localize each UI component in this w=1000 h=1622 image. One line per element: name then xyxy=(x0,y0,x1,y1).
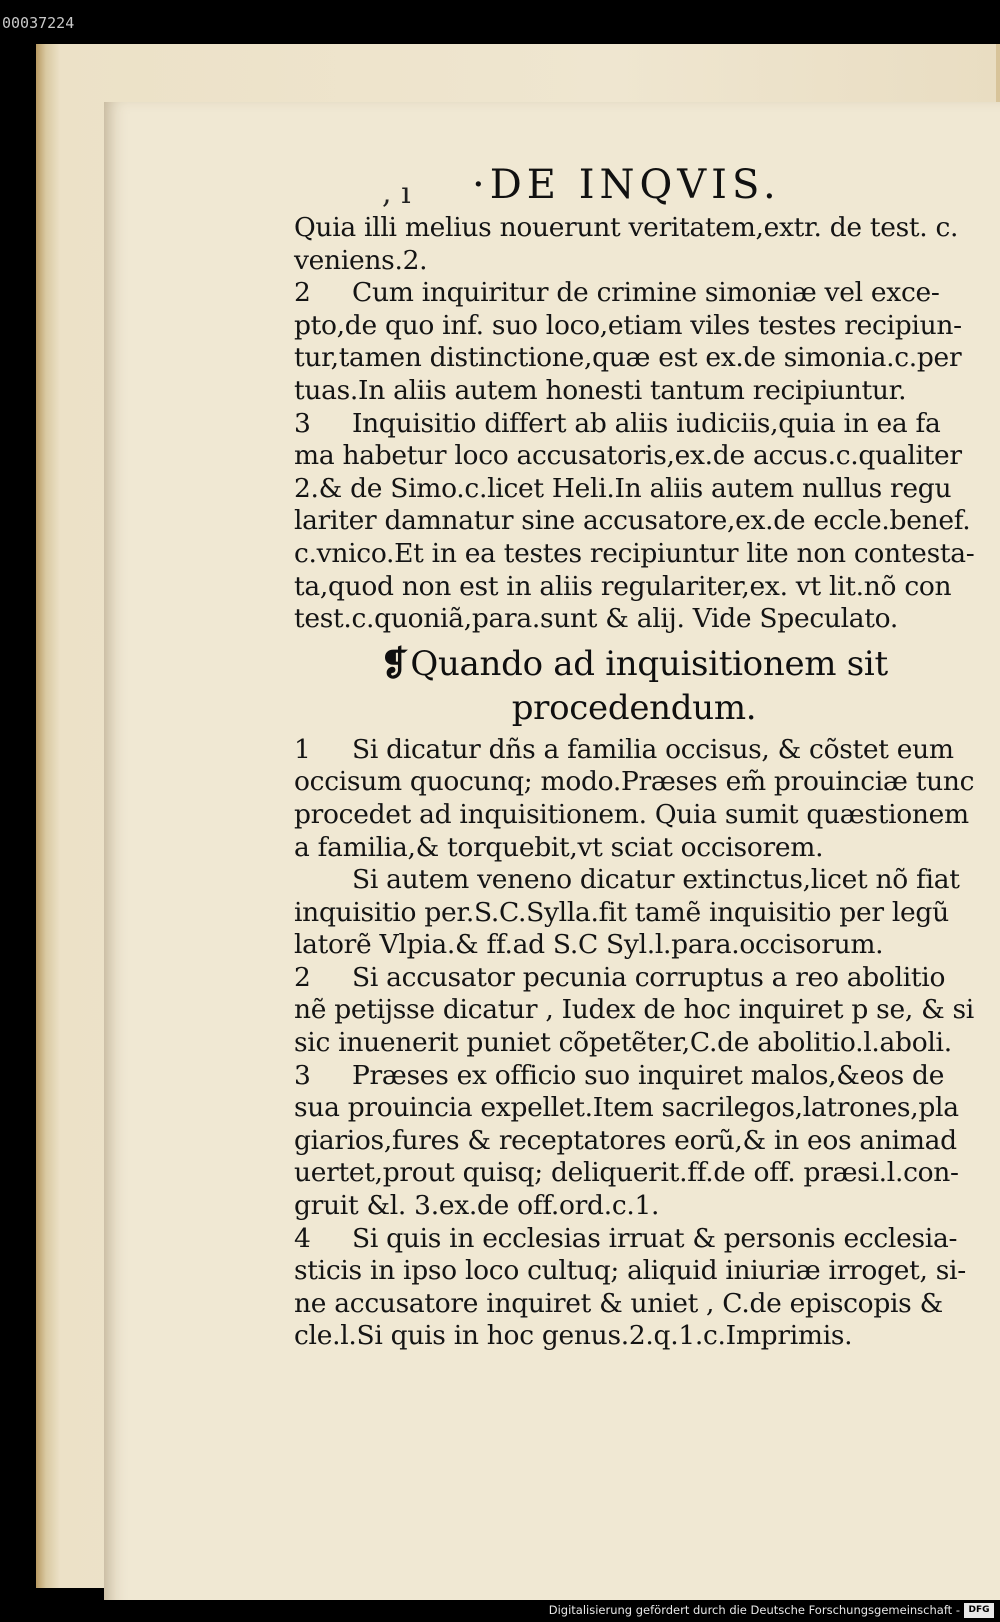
line-text: nẽ petijsse dicatur , Iudex de hoc inquiret p se, & si xyxy=(294,994,974,1026)
text-line xyxy=(294,375,974,408)
text-line xyxy=(294,1092,974,1125)
line-text: pto,de quo inf. suo loco,etiam viles testes recipiun- xyxy=(294,309,962,341)
scan-id-label: 00037224 xyxy=(2,14,75,32)
text-line xyxy=(294,505,974,538)
paragraph xyxy=(294,212,974,277)
heading-line xyxy=(294,642,974,686)
line-text: uertet,prout quisq; deliquerit.ff.de off. præsi.l.con- xyxy=(294,1157,959,1189)
line-text: inquisitio per.S.C.Sylla.fit tamẽ inquisitio per legũ xyxy=(294,896,949,928)
text-line xyxy=(294,1288,974,1321)
heading-line-text: Quando ad inquisitionem sit xyxy=(410,643,888,684)
paragraph xyxy=(294,864,974,962)
line-text: occisum quocunq; modo.Præses em̃ prouinciæ tunc xyxy=(294,766,975,798)
text-line xyxy=(294,440,974,473)
paragraph xyxy=(294,408,974,636)
text-line xyxy=(294,1190,974,1223)
line-text: lariter damnatur sine accusatore,ex.de eccle.benef. xyxy=(294,505,971,537)
text-line xyxy=(294,1255,974,1288)
folio-number: , ı xyxy=(382,176,411,211)
line-text: procedet ad inquisitionem. Quia sumit quæstionem xyxy=(294,798,969,830)
text-line xyxy=(294,538,974,571)
body-text xyxy=(294,212,974,1353)
book-spread xyxy=(36,44,1000,1588)
line-text: ta,quod non est in aliis regulariter,ex. vt lit.nõ con xyxy=(294,570,952,602)
line-text: Inquisitio differt ab aliis iudiciis,quia in ea fa xyxy=(352,407,941,439)
text-line xyxy=(294,766,974,799)
footer-credit: Digitalisierung gefördert durch die Deutsche Forschungsgemeinschaft - xyxy=(548,1603,960,1617)
text-line xyxy=(294,1060,974,1093)
line-text: sic inuenerit puniet cõpetẽter,C.de abolitio.l.aboli. xyxy=(294,1027,952,1059)
book-page xyxy=(104,102,1000,1622)
paragraph xyxy=(294,1223,974,1353)
line-text: Si autem veneno dicatur extinctus,licet nõ fiat xyxy=(352,864,960,896)
line-text: Præses ex officio suo inquiret malos,&eos de xyxy=(352,1059,945,1091)
text-line xyxy=(294,734,974,767)
line-text: tuas.In aliis autem honesti tantum recipiuntur. xyxy=(294,374,907,406)
line-text: test.c.quoniã,para.sunt & alij. Vide Speculato. xyxy=(294,603,898,635)
paragraph-number: 2 xyxy=(294,961,311,993)
line-text: Si dicatur dñs a familia occisus, & cõstet eum xyxy=(352,733,954,765)
text-line xyxy=(294,799,974,832)
line-text: c.vnico.Et in ea testes recipiuntur lite non contesta- xyxy=(294,537,975,569)
heading-line xyxy=(294,686,974,730)
text-line xyxy=(294,277,974,310)
text-line xyxy=(294,1223,974,1256)
paragraph-number: 4 xyxy=(294,1222,311,1254)
text-line xyxy=(294,571,974,604)
running-head: ·DE INQVIS. xyxy=(472,162,781,208)
line-text: latorẽ Vlpia.& ff.ad S.C Syl.l.para.occisorum. xyxy=(294,929,884,961)
paragraph xyxy=(294,1060,974,1223)
line-text: Si quis in ecclesias irruat & personis ecclesia- xyxy=(352,1222,958,1254)
text-line xyxy=(294,473,974,506)
line-text: veniens.2. xyxy=(294,244,428,276)
paragraph xyxy=(294,734,974,864)
text-line xyxy=(294,603,974,636)
paragraph-number: 1 xyxy=(294,733,311,765)
paragraphs-before-heading xyxy=(294,212,974,636)
text-line xyxy=(294,897,974,930)
line-text: ma habetur loco accusatoris,ex.de accus.c.qualiter xyxy=(294,440,962,472)
heading-line-text: procedendum. xyxy=(511,687,757,728)
line-text: ne accusatore inquiret & uniet , C.de episcopis & xyxy=(294,1287,943,1319)
paragraph-number: 3 xyxy=(294,1059,311,1091)
text-line xyxy=(294,245,974,278)
paragraph-number: 3 xyxy=(294,407,311,439)
text-line xyxy=(294,342,974,375)
line-text: Cum inquiritur de crimine simoniæ vel exce- xyxy=(352,277,940,309)
line-text: tur,tamen distinctione,quæ est ex.de simonia.c.per xyxy=(294,342,962,374)
line-text: Si accusator pecunia corruptus a reo abolitio xyxy=(352,961,946,993)
text-line xyxy=(294,994,974,1027)
text-line xyxy=(294,929,974,962)
paragraph xyxy=(294,277,974,407)
text-line xyxy=(294,1320,974,1353)
line-text: sua prouincia expellet.Item sacrilegos,latrones,pla xyxy=(294,1092,959,1124)
line-text: giarios,fures & receptatores eorũ,& in eos animad xyxy=(294,1124,957,1156)
line-text: 2.& de Simo.c.licet Heli.In aliis autem nullus regu xyxy=(294,472,952,504)
line-text: gruit &l. 3.ex.de off.ord.c.1. xyxy=(294,1190,660,1222)
text-line xyxy=(294,1125,974,1158)
section-heading xyxy=(294,642,974,730)
text-line xyxy=(294,962,974,995)
text-line xyxy=(294,408,974,441)
line-text: Quia illi melius nouerunt veritatem,extr. de test. c. xyxy=(294,212,959,243)
text-line xyxy=(294,212,974,245)
text-line xyxy=(294,1027,974,1060)
pilcrow-icon: ❡ xyxy=(380,643,409,684)
dfg-logo-icon: DFG xyxy=(964,1603,994,1618)
text-line xyxy=(294,864,974,897)
line-text: sticis in ipso loco cultuq; aliquid iniuriæ irroget, si- xyxy=(294,1255,966,1287)
paragraph-number: 2 xyxy=(294,277,311,309)
text-line xyxy=(294,1157,974,1190)
line-text: cle.l.Si quis in hoc genus.2.q.1.c.Imprimis. xyxy=(294,1320,853,1352)
text-line xyxy=(294,832,974,865)
line-text: a familia,& torquebit,vt sciat occisorem. xyxy=(294,831,824,863)
paragraph xyxy=(294,962,974,1060)
footer-bar xyxy=(0,1600,1000,1622)
paragraphs-after-heading xyxy=(294,734,974,1353)
text-line xyxy=(294,310,974,343)
